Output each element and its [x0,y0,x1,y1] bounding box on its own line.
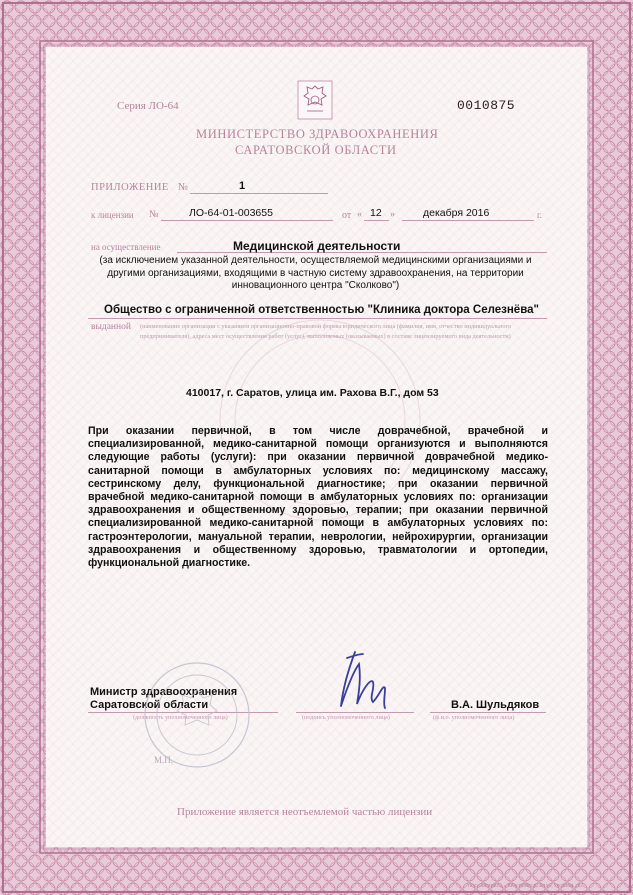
appendix-label: ПРИЛОЖЕНИЕ [91,182,169,193]
license-label: к лицензии [91,210,134,220]
license-number-underline [161,220,333,221]
printer-note: ООО «ФЕНИКС», г. КРАСНОЯРСК, 2015 г., УРОВЕНЬ «Б» [468,883,583,888]
activity-value: Медицинской деятельности [233,239,401,253]
footer-note: Приложение является неотъемлемой частью лицензии [177,806,433,818]
form-number: 0010875 [457,98,516,113]
ministry-line-1: МИНИСТЕРСТВО ЗДРАВООХРАНЕНИЯ [196,127,439,141]
signatory-position-line-2: Саратовской области [90,699,209,711]
license-from-label: от [342,210,352,221]
license-month-year: декабря 2016 [423,207,490,219]
activity-note: (за исключением указанной деятельности, осуществляемой медицинскими организациями и другими организациями, входящими в частную систему здравоохранения, на территории инновационного центра "Сколково") [99,255,532,291]
name-caption: (ф.и.о. уполномоченного лица) [433,714,515,721]
license-no-sign: № [149,209,159,220]
official-seal [142,660,252,770]
appendix-number: 1 [239,180,246,192]
license-date-underline [402,220,534,221]
issued-caption: (наименование организации с указанием организационно-правовой формы юридического лица (фамилия, имя, отчество индивидуального предпринимателя), адреса мест осуществления работ (услуг), выполняемых (оказываемых) в составе лицензируемого вида деятельности) [140,323,512,340]
license-day-close: » [390,209,395,220]
stamp-place-label: М.П. [154,755,174,765]
signature-underline [296,712,414,713]
services-text: При оказании первичной, в том числе доврачебной, врачебной и специализированной, медико-санитарной помощи организуются и выполняются следующие работы (услуги): при оказании первичной доврачебной медико-санитарной помощи в амбулаторных условиях по: медицинскому массажу, сестринскому делу, функциональной диагностике; при оказании первичной врачебной медико-санитарной помощи в амбулаторных условиях по: организации здравоохранения и общественному здоровью, терапии; при оказании первичной специализированной медико-санитарной помощи в амбулаторных условиях по: гастроэнтерологии, мануальной терапии, неврологии, нейрохирургии, организации здравоохранения и общественному здоровью, травматологии и ортопедии, функциональной диагностике. [88,425,548,570]
signature-caption: (подпись уполномоченного лица) [302,714,390,721]
license-year-suffix: г. [537,210,542,220]
organization-name: Общество с ограниченной ответственностью "Клиника доктора Селезнёва" [104,304,539,316]
ministry-line-2: САРАТОВСКОЙ ОБЛАСТИ [235,143,397,157]
signature-mark [333,648,403,712]
license-day-underline [364,220,389,221]
organization-underline [88,318,547,319]
series-label: Серия ЛО-64 [117,100,179,112]
license-day-open: « [357,209,362,220]
organization-address: 410017, г. Саратов, улица им. Рахова В.Г., дом 53 [186,387,439,399]
coat-of-arms-icon [297,80,333,120]
signatory-position-line-1: Министр здравоохранения [90,686,238,698]
license-day: 12 [370,207,382,219]
license-number: ЛО-64-01-003655 [189,207,273,219]
appendix-underline [190,193,328,194]
signatory-name: В.А. Шульдяков [451,699,540,711]
name-underline [430,712,546,713]
appendix-no-sign: № [178,182,189,193]
position-caption: (должность уполномоченного лица) [133,714,228,721]
issued-label: выданной [91,322,131,332]
activity-label: на осуществление [91,242,161,252]
